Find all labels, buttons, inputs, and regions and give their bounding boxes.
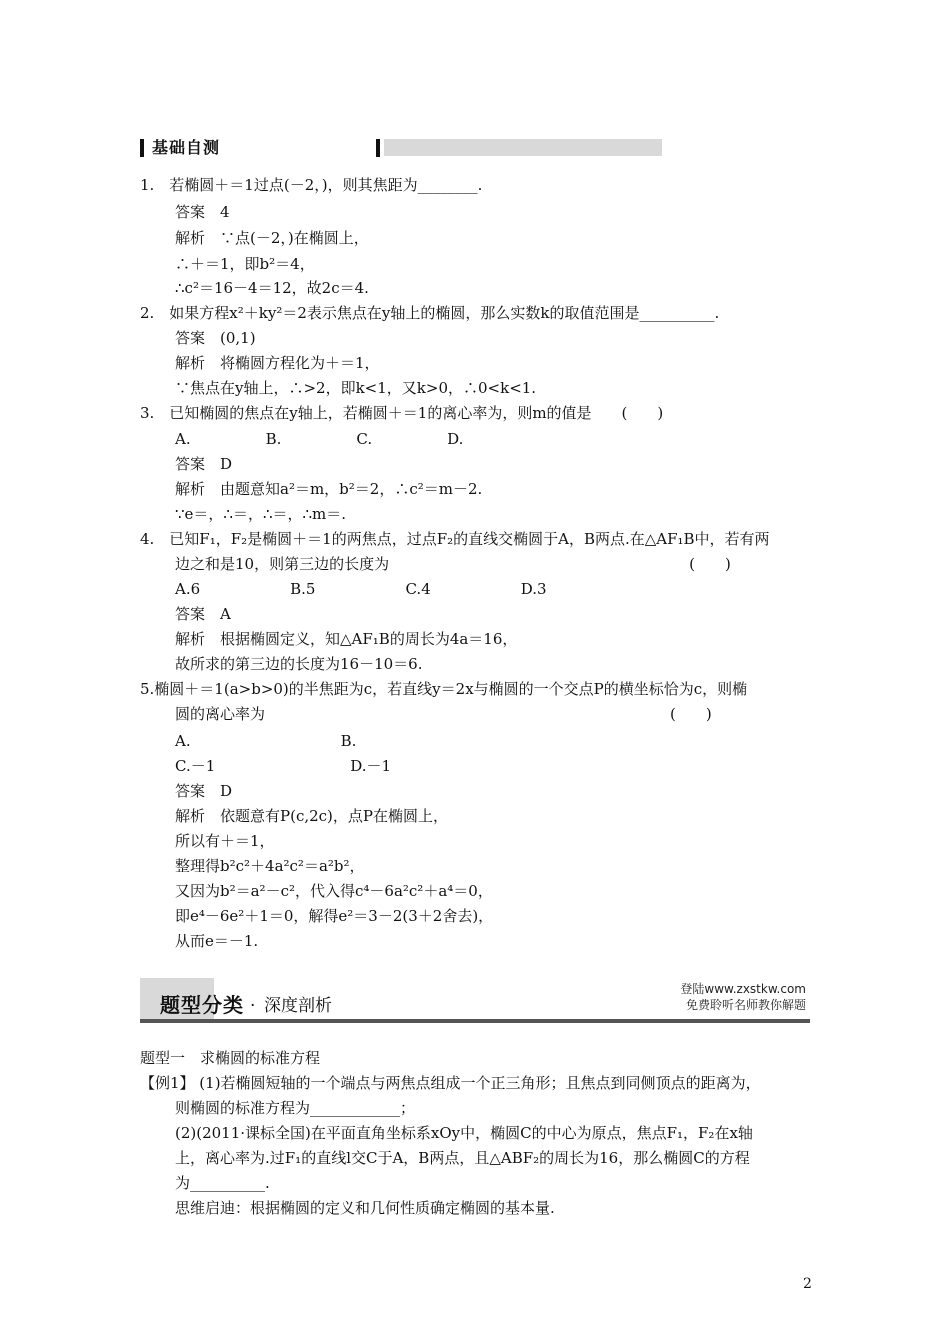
promo-text [680,981,806,1013]
section-subtitle: 深度剖析 [264,996,332,1016]
text-line-a4: 答案 A [175,605,231,623]
text-line-q4b: 边之和是10，则第三边的长度为 ( ) [175,555,731,573]
text-line-e1a: 解析 ∵点(－2，)在椭圆上， [175,229,369,247]
text-line-a5: 答案 D [175,782,233,800]
text-line-o4: A.6 B.5 C.4 D.3 [175,580,547,598]
text-line-a1: 答案 4 [175,203,230,221]
text-line-e5e: 即e⁴－6e²＋1＝0，解得e²＝3－2(3＋2舍去)， [175,907,494,925]
text-line-e1b: ∴＋＝1，即b²＝4， [175,255,315,273]
header-rule [140,1019,810,1023]
text-line-e3b: ∵e＝，∴＝，∴＝，∴m＝. [175,505,347,523]
text-line-e5b: 所以有＋＝1， [175,832,275,850]
text-line-q4a: 4. 已知F₁，F₂是椭圆＋＝1的两焦点，过点F₂的直线交椭圆于A，B两点.在△AF₁B中，若有两 [140,530,770,548]
promo-line-1: 登陆www.zxstkw.com [680,982,806,996]
text-line-ex1d: 上，离心率为.过F₁的直线l交C于A，B两点，且△ABF₂的周长为16，那么椭圆C的方程 [175,1149,750,1167]
text-line-e5a: 解析 依题意有P(c,2c)，点P在椭圆上， [175,807,449,825]
text-line-a3: 答案 D [175,455,233,473]
text-line-e2a: 解析 将椭圆方程化为＋＝1， [175,354,380,372]
text-line-q1: 1. 若椭圆＋＝1过点(－2，)，则其焦距为________. [140,176,483,194]
section-header-basic-self-test [140,138,520,158]
section-title: 题型分类 [160,993,244,1017]
header-right-bar [376,139,380,157]
promo-line-2: 免费聆听名师教你解题 [685,998,806,1012]
text-line-e3a: 解析 由题意知a²＝m，b²＝2，∴c²＝m－2. [175,480,483,498]
text-line-e5c: 整理得b²c²＋4a²c²＝a²b²， [175,857,365,875]
section-title: 基础自测 [152,138,221,157]
text-line-e2b: ∵焦点在y轴上，∴>2，即k<1，又k>0，∴0<k<1. [175,379,537,397]
text-line-ex1f: 思维启迪：根据椭圆的定义和几何性质确定椭圆的基本量. [175,1199,555,1217]
header-left-bar [140,139,144,157]
text-line-e4b: 故所求的第三边的长度为16－10＝6. [175,655,423,673]
header-grey-band [384,139,662,156]
text-line-q3: 3. 已知椭圆的焦点在y轴上，若椭圆＋＝1的离心率为，则m的值是 ( ) [140,404,664,422]
text-line-o5b: C.－1 D.－1 [175,757,392,775]
text-line-o3: A. B. C. D. [175,430,464,448]
text-line-q2: 2. 如果方程x²＋ky²＝2表示焦点在y轴上的椭圆，那么实数k的取值范围是__________. [140,304,720,322]
text-line-e1c: ∴c²＝16－4＝12，故2c＝4. [175,279,369,297]
text-line-ex1b: 则椭圆的标准方程为____________； [175,1099,416,1117]
text-line-q5a: 5.椭圆＋＝1(a>b>0)的半焦距为c，若直线y＝2x与椭圆的一个交点P的横坐标恰为c，则椭 [140,680,748,698]
text-line-ex1e: 为__________. [175,1174,270,1192]
page-number: 2 [803,1276,812,1292]
text-line-e5d: 又因为b²＝a²－c²，代入得c⁴－6a²c²＋a⁴＝0， [175,882,493,900]
text-line-ex1c: (2)(2011·课标全国)在平面直角坐标系xOy中，椭圆C的中心为原点，焦点F₁，F₂在x轴 [175,1124,753,1142]
title-separator: · [250,996,256,1016]
text-line-o5a: A. B. [175,732,357,750]
text-line-ex1a: 【例1】 (1)若椭圆短轴的一个端点与两焦点组成一个正三角形；且焦点到同侧顶点的距离为， [140,1074,761,1092]
text-line-q5b: 圆的离心率为 ( ) [175,705,712,723]
text-line-a2: 答案 (0,1) [175,329,256,347]
section-header-problem-types [140,978,810,1026]
text-line-e5f: 从而e＝－1. [175,932,259,950]
text-line-t1: 题型一 求椭圆的标准方程 [140,1049,321,1067]
text-line-e4a: 解析 根据椭圆定义，知△AF₁B的周长为4a＝16， [175,630,518,648]
